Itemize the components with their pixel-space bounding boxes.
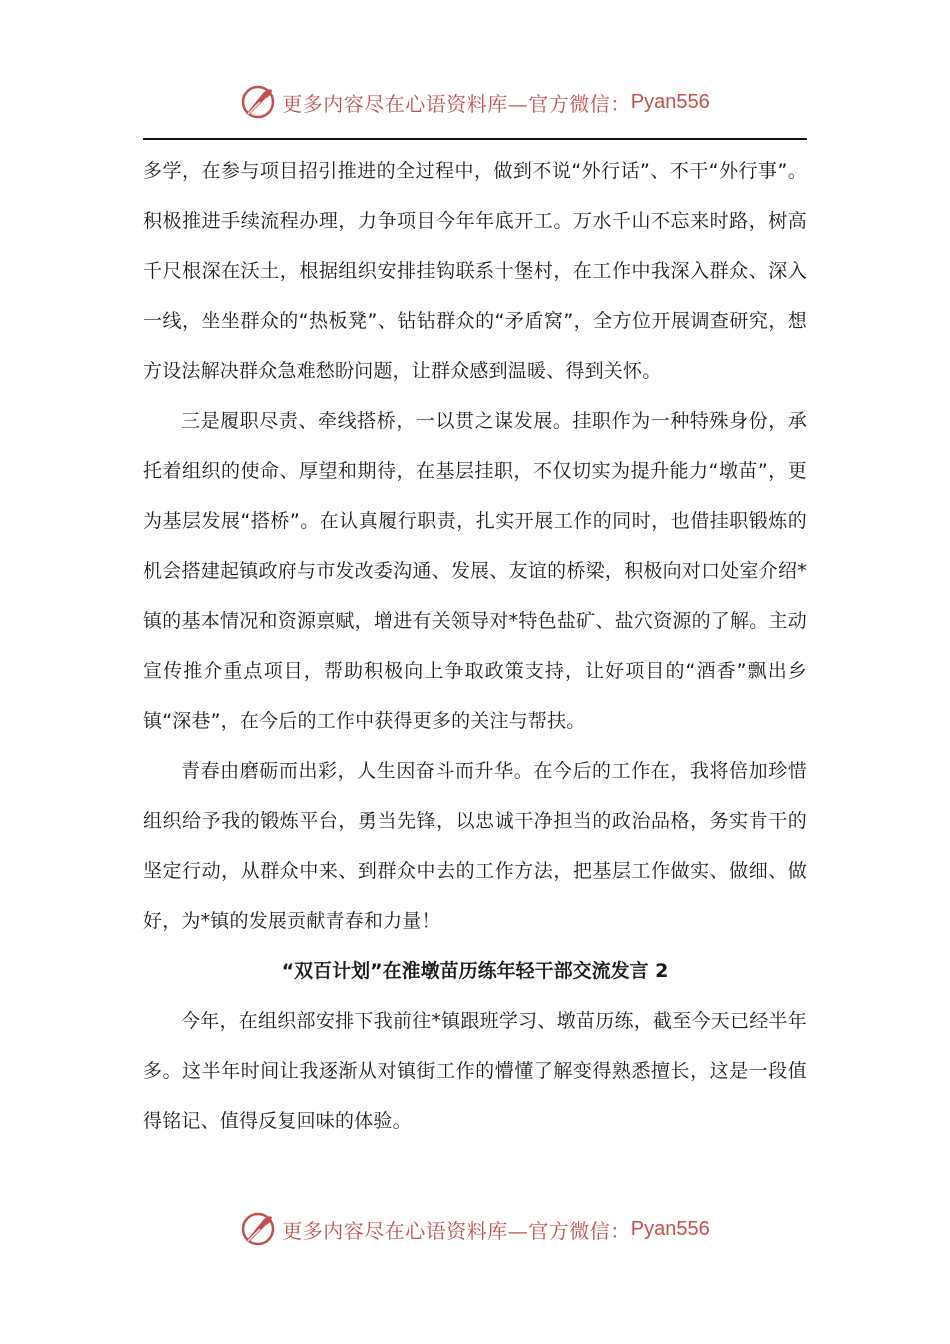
footer-wechat-id: Pyan556	[630, 1217, 710, 1240]
quill-pen-icon	[240, 1211, 276, 1247]
header-brand-text: 更多内容尽在心语资料库—官方微信：	[282, 91, 631, 116]
header-wechat-id: Pyan556	[630, 90, 710, 113]
section-title: “双百计划”在淮墩苗历练年轻干部交流发言 2	[281, 960, 669, 982]
quill-pen-icon	[240, 84, 276, 120]
body-paragraph-2: 三是履职尽责、牵线搭桥，一以贯之谋发展。挂职作为一种特殊身份，承托着组织的使命、厚望和期待，在基层挂职，不仅切实为提升能力“墩苗”，更为基层发展“搭桥”。在认真履行职责，扎实开展工作的同时，也借挂职锻炼的机会搭建起镇政府与市发改委沟通、发展、友谊的桥梁，积极向对口处室介绍*镇的基本情况和资源禀赋，增进有关领导对*特色盐矿、盐穴资源的了解。主动宣传推介重点项目，帮助积极向上争取政策支持，让好项目的“酒香”飘出乡镇“深巷”，在今后的工作中获得更多的关注与帮扶。	[143, 410, 807, 732]
body-paragraph-1: 多学，在参与项目招引推进的全过程中，做到不说“外行话”、不干“外行事”。积极推进手续流程办理，力争项目今年年底开工。万水千山不忘来时路，树高千尺根深在沃土，根据组织安排挂钩联系十堡村，在工作中我深入群众、深入一线，坐坐群众的“热板凳”、钻钻群众的“矛盾窝”，全方位开展调查研究，想方设法解决群众急难愁盼问题，让群众感到温暖、得到关怀。	[143, 160, 807, 382]
header-divider	[143, 138, 807, 140]
footer-brand-text: 更多内容尽在心语资料库—官方微信：	[282, 1218, 631, 1243]
document-body	[143, 146, 807, 1146]
footer-banner	[0, 1209, 950, 1249]
body-paragraph-3: 青春由磨砺而出彩，人生因奋斗而升华。在今后的工作在，我将倍加珍惜组织给予我的锻炼平台，勇当先锋，以忠诚干净担当的政治品格，务实肯干的坚定行动，从群众中来、到群众中去的工作方法，把基层工作做实、做细、做好，为*镇的发展贡献青春和力量！	[143, 760, 807, 932]
section-paragraph-1: 今年，在组织部安排下我前往*镇跟班学习、墩苗历练，截至今天已经半年多。这半年时间让我逐渐从对镇街工作的懵懂了解变得熟悉擅长，这是一段值得铭记、值得反复回味的体验。	[143, 1010, 807, 1132]
header-banner	[0, 82, 950, 122]
